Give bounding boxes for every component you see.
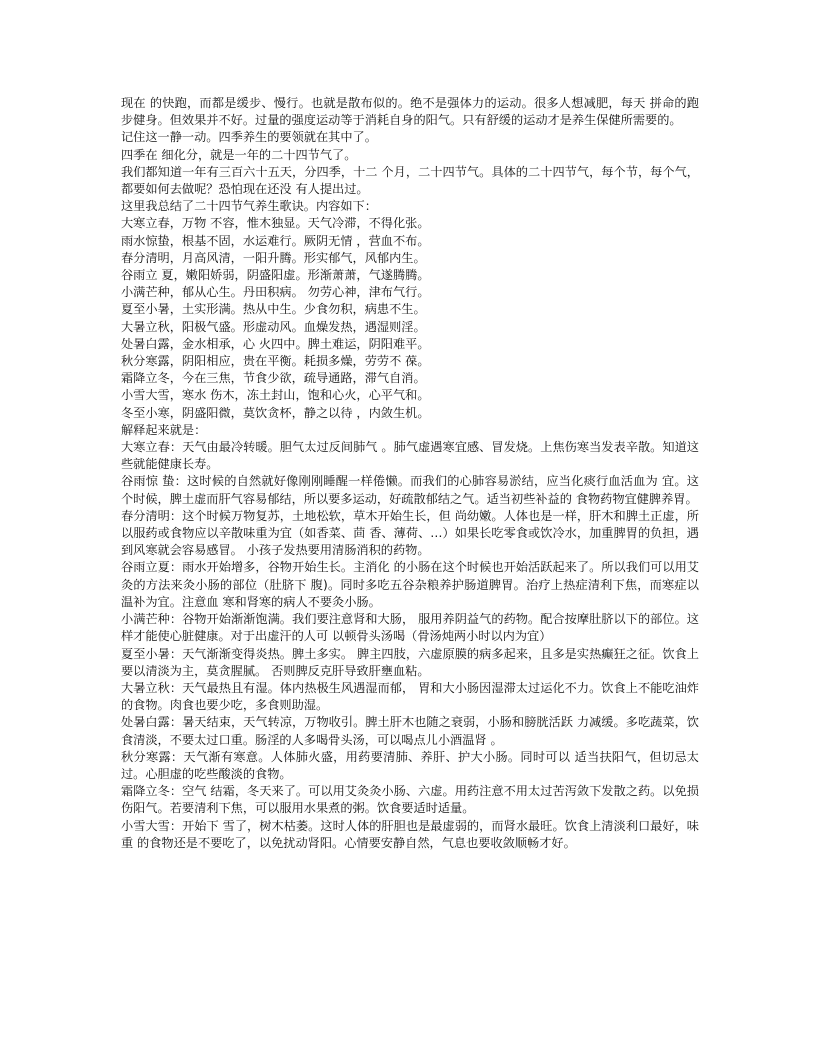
verse-line-8: 处暑白露，金水相承，心 火四中。脾土难运，阴阳难平。 [121,336,430,351]
explanation-shuangjiang-lidong: 霜降立冬：空气 结霜，冬天来了。可以用艾灸灸小肠、六虚。用药注意不用太过苦泻敛下发散之药。以免损 伤阳气。若要清利下焦，可以服用水果煮的粥。饮食要适时适量。 [121,784,699,816]
paragraph-explanation-intro: 解释起来就是： [121,422,207,437]
explanation-chushu-bailu: 处暑白露：暑天结束，天气转凉，万物收引。脾土肝木也随之衰弱，小肠和膀胱活跃 力减缓。多吃蔬菜，饮食清淡，不要太过口重。肠淫的人多喝骨头汤，可以喝点儿小酒温肾 。 [121,715,699,747]
document-page [121,95,699,852]
explanation-xiaoxue-daxue: 小雪大雪：开始下 雪了，树木枯萎。这时人体的肝胆也是最虚弱的，而肾水最旺。饮食上清淡利口最好，味重 的食物还是不要吃了，以免扰动肾阳。心情要安静自然，气息也要收敛顺畅才好。 [121,818,699,850]
explanation-dashu-liqiu: 大暑立秋：天气最热且有湿。体内热极生风遇湿而郁， 胃和大小肠因湿滞太过运化不力。饮食上不能吃油炸的食物。肉食也要少吃，多食则助湿。 [121,680,699,713]
explanation-guyu-lixia: 谷雨立夏：雨水开始增多，谷物开始生长。主消化 的小肠在这个时候也开始活跃起来了。所以我们可以用艾灸的方法来灸小肠的部位（肚脐下 腹)。同时多吃五谷杂粮养护肠道脾胃。治疗上热症清利下焦，而寒症以温补为宜。注意血 寒和肾寒的病人不要灸小肠。 [121,560,699,609]
paragraph-verse-intro: 这里我总结了二十四节气养生歌诀。内容如下： [121,199,377,214]
paragraph-seasons-intro: 四季在 细化分，就是一年的二十四节气了。 [121,147,357,162]
verse-line-2: 雨水惊蛰，根基不固，水运难行。厥阴无情 ，营血不布。 [121,233,430,248]
verse-line-5: 小满芒种，郁从心生。丹田积病。 勿劳心神，津布气行。 [121,285,430,300]
explanation-chunfen-qingming: 春分清明：这个时候万物复苏，土地松软，草木开始生长，但 尚幼嫩。人体也是一样，肝木和脾土正虚，所以服药或食物应以辛散味重为宜（如香菜、茴 香、薄荷、…）如果长吃零食或饮冷水，加重脾胃的负担，遇到风寒就会容易感冒。 小孩子发热要用清肠消积的药物。 [121,508,699,558]
explanation-qiufen-hanlu: 秋分寒露：天气渐有寒意。人体肺火盛，用药要清肺、养肝、护大小肠。同时可以 适当扶阳气，但切忌太过。心胆虚的吃些酸淡的食物。 [121,749,699,781]
verse-line-10: 霜降立冬，今在三焦，节食少欲，疏导通路，滞气自消。 [121,371,426,386]
verse-line-3: 春分清明，月高风清，一阳升腾。形实郁气，风郁内生。 [121,250,426,265]
paragraph-exercise-note: 现在 的快跑，而都是缓步、慢行。也就是散布似的。绝不是强体力的运动。很多人想减肥，每天 拼命的跑步健身。但效果并不好。过量的强度运动等于消耗自身的阳气。只有舒缓的运动才是养生保健所需要的。 [121,96,699,128]
verse-line-4: 谷雨立 夏，嫩阳娇弱，阴盛阳虚。形渐萧萧，气遂腾腾。 [121,268,430,283]
verse-line-7: 大暑立秋，阳极气盛。形虚动风。血燥发热，遇湿则淫。 [121,319,426,334]
verse-line-11: 小雪大雪，寒水 伤木，冻土封山，饱和心火，心平气和。 [121,388,430,403]
explanation-xiaoman-mangzhong: 小满芒种：谷物开始渐渐饱满。我们要注意肾和大肠， 服用养阴益气的药物。配合按摩肚脐以下的部位。这样才能使心脏健康。对于出虚汗的人可 以顿骨头汤喝（骨汤炖两小时以内为宜） [121,612,699,644]
verse-line-9: 秋分寒露，阴阳相应，贵在平衡。耗损多燥，劳劳不 葆。 [121,354,430,369]
verse-line-1: 大寒立春，万物 不容，惟木独显。天气冷滞，不得化张。 [121,216,430,231]
explanation-dahan-lichun: 大寒立春：天气由最冷转暖。胆气太过反间肺气 。肺气虚遇寒宜感、冒发烧。上焦伤寒当发表辛散。知道这些就能健康长寿。 [121,440,699,472]
paragraph-solar-terms-question: 我们都知道一年有三百六十五天，分四季，十二 个月，二十四节气。具体的二十四节气，每个节，每个气，都要如何去做呢？恐怕现在还没 有人提出过。 [121,164,699,197]
explanation-guyu-jingzhe: 谷雨惊 蛰：这时候的自然就好像刚刚睡醒一样倦懒。而我们的心肺容易淤结，应当化痰行血活血为 宜。这个时候，脾土虚而肝气容易郁结，所以要多运动，好疏散郁结之气。适当初些补益的 食物药物宜健脾养胃。 [121,474,699,506]
verse-line-6: 夏至小暑，土实形满。热从中生。少食勿积，病患不生。 [121,302,426,317]
explanation-xiazhi-xiaoshu: 夏至小暑：天气渐渐变得炎热。脾土多实。 脾主四肢，六虚原膜的病多起来，且多是实热癫狂之征。饮食上要以清淡为主，莫贪腥腻。 否则脾反克肝导致肝壅血粘。 [121,646,699,678]
paragraph-remember: 记住这一静一动。四季养生的要领就在其中了。 [121,130,377,145]
verse-line-12: 冬至小寒，阴盛阳微，莫饮贪杯，静之以待 ，内敛生机。 [121,405,430,420]
